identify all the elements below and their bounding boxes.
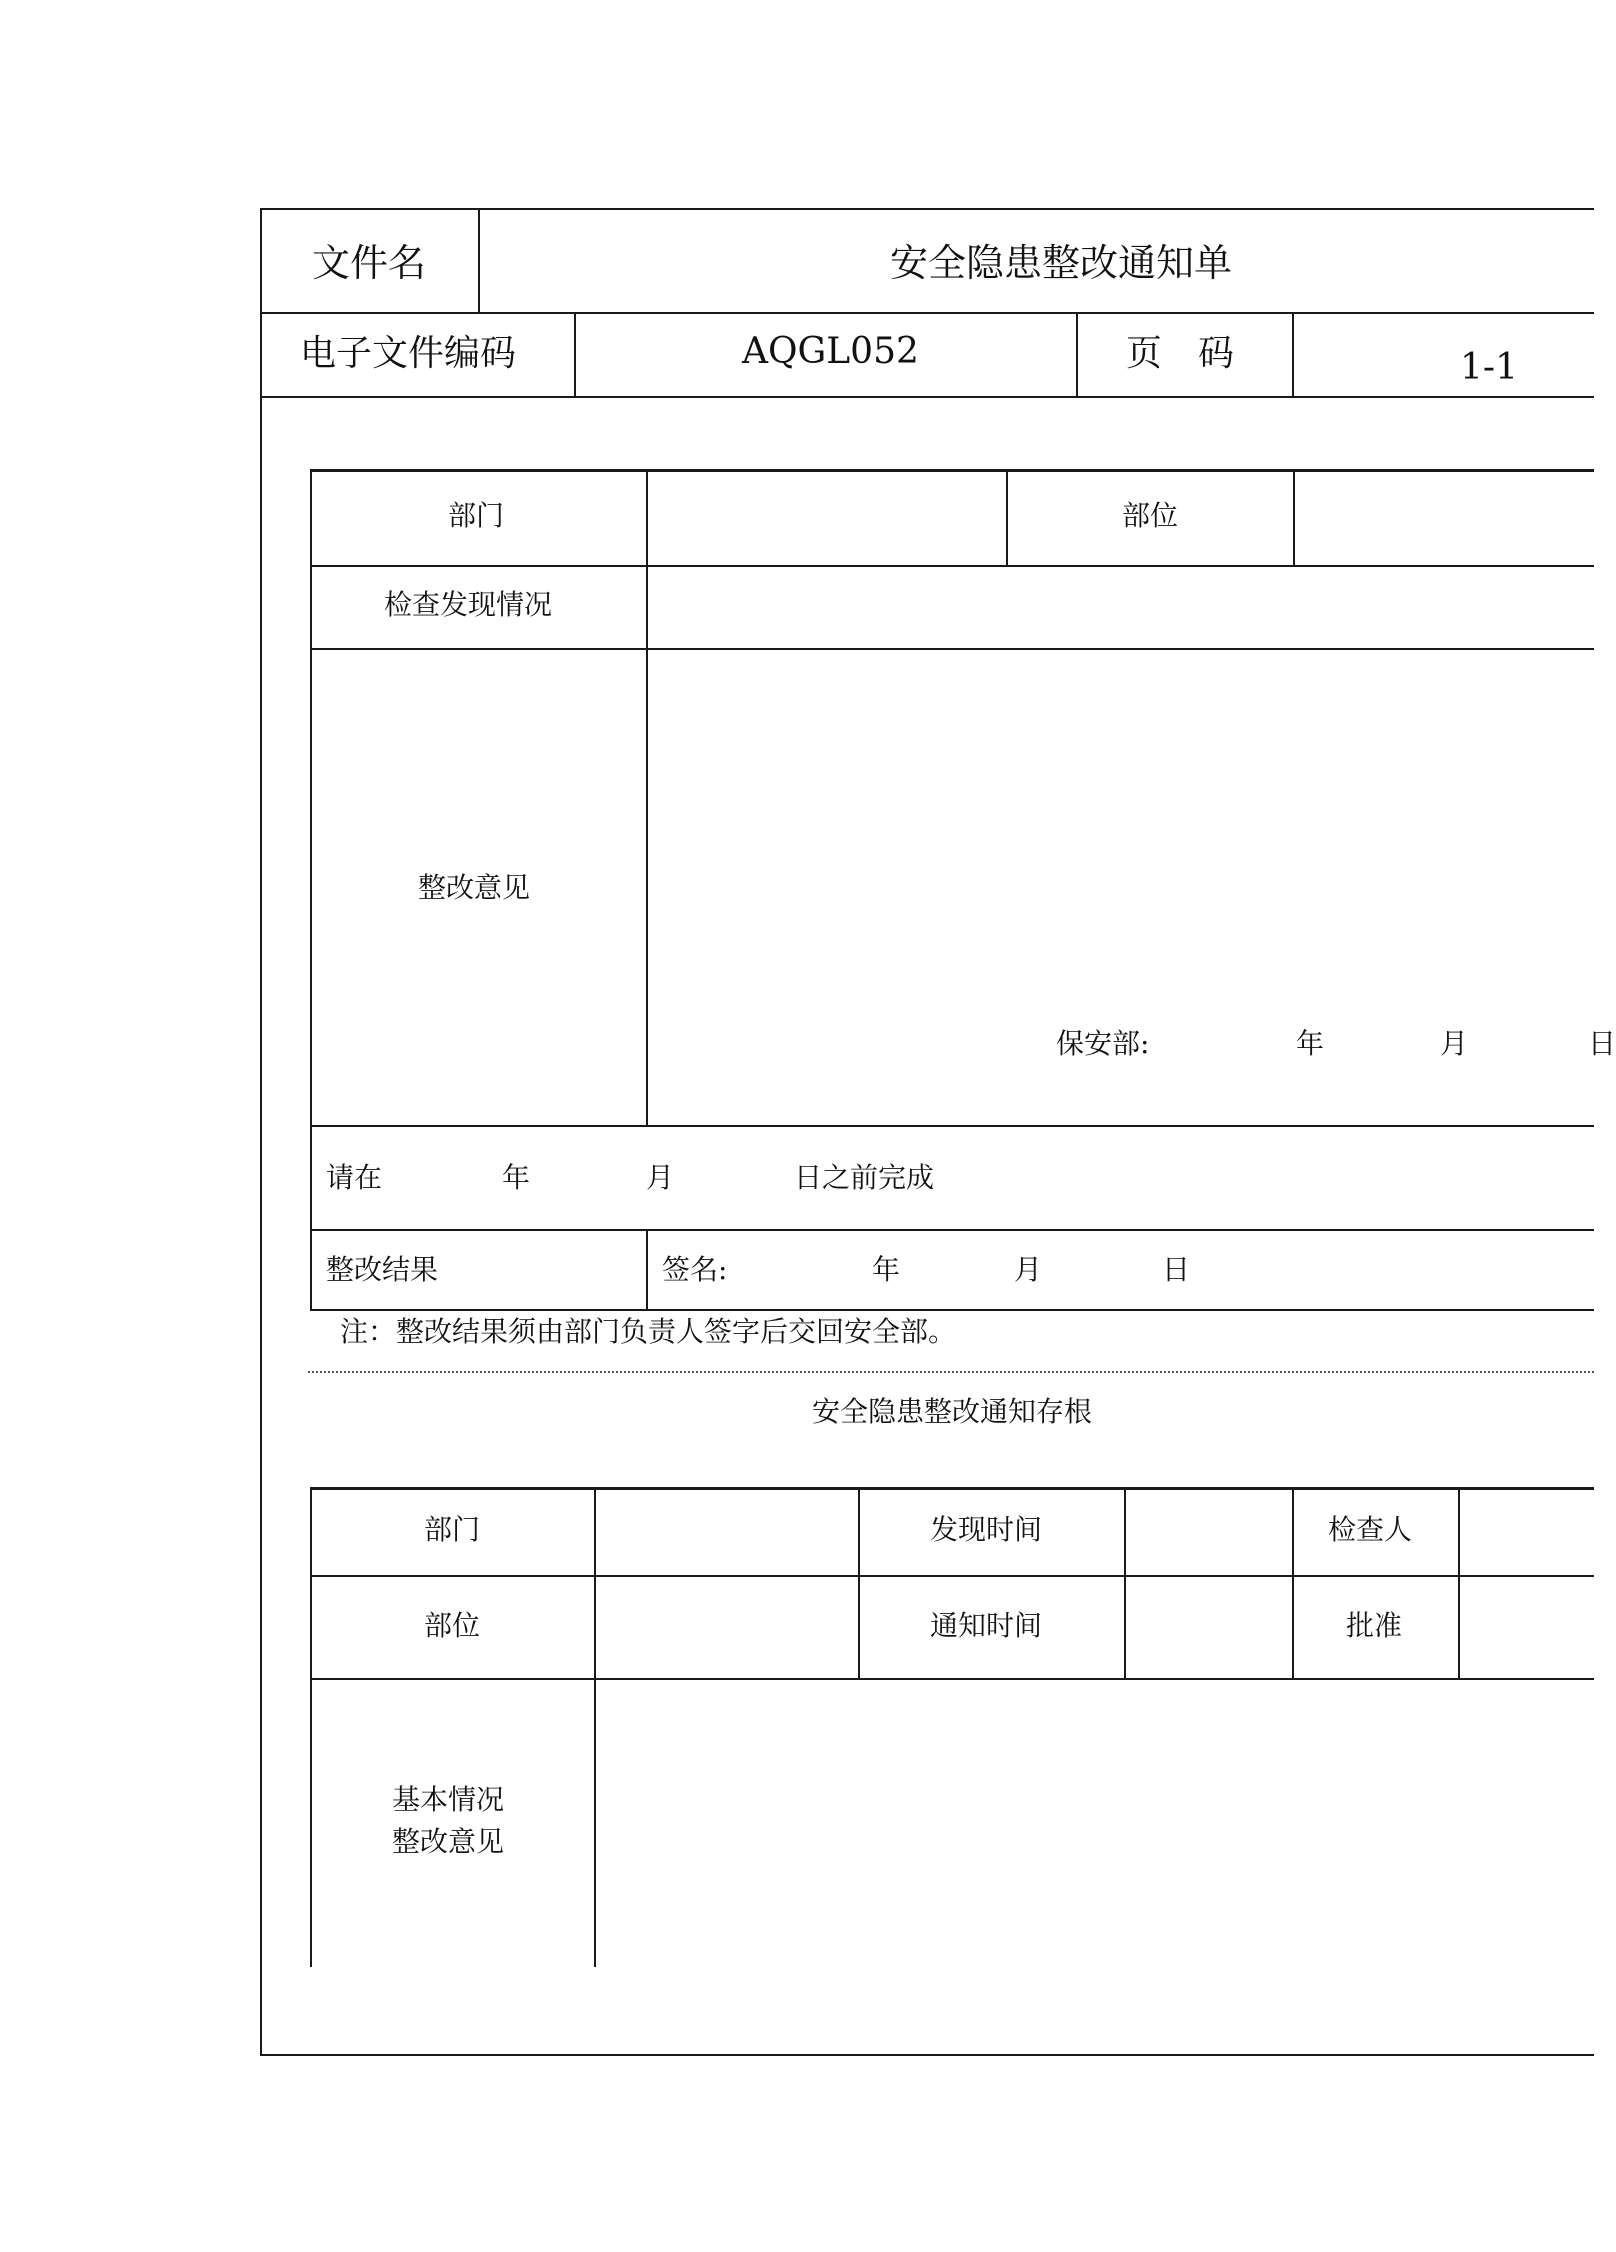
cut-line — [308, 1371, 1594, 1373]
found-time-field[interactable] — [1128, 1491, 1290, 1573]
notice-row-divider — [310, 1125, 1594, 1127]
inspection-field[interactable] — [650, 569, 1593, 646]
code-label: 电子文件编码 — [300, 333, 517, 374]
stub-col-left — [310, 1487, 312, 1967]
notify-time-field[interactable] — [1128, 1579, 1290, 1676]
approve-field[interactable] — [1462, 1579, 1593, 1676]
notice-col-label-divider — [646, 1229, 648, 1311]
rectify-opinion-field[interactable] — [650, 652, 1593, 1052]
stub-col-divider — [1124, 1487, 1126, 1680]
year-label: 年 — [1296, 1027, 1325, 1060]
notice-row-divider — [310, 1229, 1594, 1231]
stub-location-label: 部位 — [424, 1609, 481, 1642]
signature-label: 签名: — [662, 1253, 728, 1286]
found-time-label: 发现时间 — [930, 1513, 1043, 1546]
deadline-suffix: 日之前完成 — [794, 1161, 935, 1194]
header-col-divider — [478, 208, 480, 312]
sign-day: 日 — [1162, 1253, 1191, 1286]
header-col-divider — [1292, 312, 1294, 398]
deadline-month: 月 — [646, 1161, 675, 1194]
frame-top-border — [260, 208, 1594, 210]
stub-col-divider — [858, 1487, 860, 1680]
notice-col-divider — [1293, 469, 1295, 567]
stub-col-divider — [1458, 1487, 1460, 1680]
notice-row-divider — [310, 648, 1594, 650]
basic-info-field[interactable] — [598, 1682, 1593, 1966]
signature-field[interactable] — [740, 1233, 850, 1307]
inspection-label: 检查发现情况 — [384, 588, 553, 621]
location-label: 部位 — [1122, 499, 1179, 532]
sign-month: 月 — [1014, 1253, 1043, 1286]
header-divider-2 — [260, 396, 1594, 398]
notice-col-left — [310, 469, 312, 1311]
note-text: 注：整改结果须由部门负责人签字后交回安全部。 — [340, 1315, 957, 1348]
month-label: 月 — [1440, 1027, 1469, 1060]
notice-table-bottom — [310, 1309, 1594, 1311]
inspector-label: 检查人 — [1328, 1513, 1413, 1546]
approve-label: 批准 — [1346, 1609, 1403, 1642]
rectify-opinion-label: 整改意见 — [418, 871, 531, 904]
dept-label: 部门 — [448, 499, 505, 532]
notice-table-top — [310, 469, 1594, 472]
location-field[interactable] — [1297, 473, 1593, 563]
page-value: 1-1 — [1460, 347, 1518, 388]
stub-dept-field[interactable] — [598, 1491, 856, 1573]
stub-col-label-divider — [594, 1487, 596, 1967]
deadline-prefix: 请在 — [326, 1161, 383, 1194]
header-divider-1 — [260, 312, 1594, 314]
stub-col-divider — [1292, 1487, 1294, 1680]
deadline-year: 年 — [502, 1161, 531, 1194]
page-label: 页 码 — [1126, 333, 1235, 374]
file-name-label: 文件名 — [312, 241, 427, 285]
stub-rectify-opinion-label: 整改意见 — [392, 1825, 505, 1858]
inspector-field[interactable] — [1462, 1491, 1593, 1573]
security-dept-label: 保安部: — [1056, 1027, 1150, 1060]
stub-location-field[interactable] — [598, 1579, 856, 1676]
notice-col-label-divider — [646, 469, 648, 1127]
frame-bottom-border — [260, 2054, 1594, 2056]
stub-title: 安全隐患整改通知存根 — [812, 1395, 1093, 1428]
frame-left-border — [260, 208, 262, 2056]
header-col-divider — [574, 312, 576, 398]
notice-row-divider — [310, 565, 1594, 567]
stub-row-divider — [310, 1678, 1594, 1680]
stub-dept-label: 部门 — [424, 1513, 481, 1546]
day-label-cut: 日 — [1588, 1027, 1616, 1060]
sign-year: 年 — [872, 1253, 901, 1286]
notice-col-divider — [1006, 469, 1008, 567]
notify-time-label: 通知时间 — [930, 1609, 1043, 1642]
code-value: AQGL052 — [742, 331, 919, 372]
basic-info-label: 基本情况 — [392, 1783, 505, 1816]
header-col-divider — [1076, 312, 1078, 398]
result-label: 整改结果 — [326, 1253, 439, 1286]
dept-field[interactable] — [650, 473, 1004, 563]
stub-table-top — [310, 1487, 1594, 1490]
page-title: 安全隐患整改通知单 — [890, 241, 1233, 285]
stub-row-divider — [310, 1575, 1594, 1577]
